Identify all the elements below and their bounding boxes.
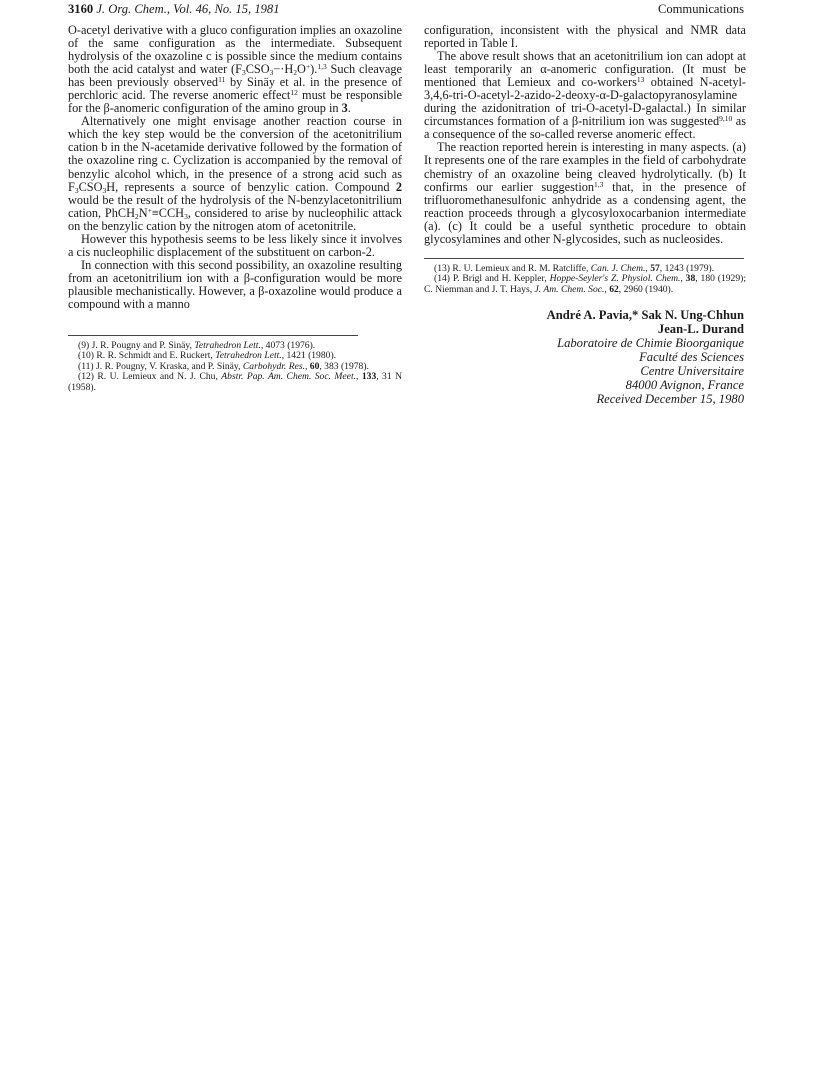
footnote: (13) R. U. Lemieux and R. M. Ratcliffe, Can. J. Chem., 57, 1243 (1979). bbox=[434, 262, 715, 274]
paragraph: In connection with this second possibility, an oxazoline resulting from an acetonitrilium ion with a β-configuration would be more plausible mechanistically. However, a β-oxazoline would produce a compound with a manno bbox=[68, 257, 402, 311]
author-line: Jean-L. Durand bbox=[657, 322, 744, 337]
affiliation-line: Laboratoire de Chimie Bioorganique bbox=[557, 336, 744, 351]
author-line: André A. Pavia,* Sak N. Ung-Chhun bbox=[546, 308, 744, 323]
received-date: Received December 15, 1980 bbox=[596, 392, 744, 407]
author-list bbox=[424, 308, 744, 336]
paragraph: Alternatively one might envisage another reaction course in which the key step would be the conversion of the acetonitrilium cation b in the N-acetamide derivative followed by the formation of the oxazoline ring c. Cyclization is accompanied by the removal of benzylic alcohol which, in the presence of a strong acid such as $F_3CSO_3H$, represents a source of benzylic cation. Compound 2 would be the result of the hydrolysis of the N-benzylacetonitrilium cation, $PhCH_2N^+\equiv CCH_3$, considered to arise by nucleophilic attack on the benzylic cation by the nitrogen atom of acetonitrile. bbox=[68, 114, 403, 233]
page-number: 3160 bbox=[68, 2, 94, 16]
citation-ref: 12 bbox=[290, 88, 298, 98]
footnote-divider bbox=[68, 335, 358, 336]
paragraph: O-acetyl derivative with a gluco configuration implies an oxazoline of the same configuration as the intermediate. Subsequent hydrolysis of the oxazoline c is possible since the medium contains both the acid catalyst and water $(F_3CSO_3-\cdot H_2O^+).^{1,3}$ Such cleavage has been previously observed$^{11}$ by Sinäy et al. in the presence of perchloric acid. The reverse anomeric effect$^{12}$ must be responsible for the β-anomeric configuration of the amino group in 3. bbox=[68, 23, 402, 116]
right-column bbox=[424, 24, 746, 406]
citation-ref: 1,3 bbox=[594, 179, 604, 189]
paragraph: The reaction reported herein is interesting in many aspects. (a) It represents one of the rare examples in the field of carbohydrate chemistry of an oxazoline being cleaved hydrolytically. (b) It confirms our earlier suggestion$^{1,3}$ that, in the presence of trifluoromethanesulfonic anhydride as a condensing agent, the reaction proceeds through a glycosyloxocarbanion intermediate (a). (c) It could be a useful synthetic procedure to obtain glycosylamines and other N-glycosides, such as nucleosides. bbox=[424, 140, 746, 246]
footnote-list bbox=[68, 341, 402, 393]
footnote-divider bbox=[424, 258, 744, 259]
footnote: (11) J. R. Pougny, V. Kraska, and P. Sinäy, Carbohydr. Res., 60, 383 (1978). bbox=[78, 360, 369, 372]
citation-ref: 9,10 bbox=[719, 114, 733, 124]
footnote: (9) J. R. Pougny and P. Sinäy, Tetrahedron Lett., 4073 (1976). bbox=[78, 340, 316, 352]
section-title: Communications bbox=[657, 2, 744, 16]
footnote: (14) P. Brigl and H. Keppler, Hoppe-Seyler's Z. Physiol. Chem., 38, 180 (1929); C. Niemman and J. T. Hays, J. Am. Chem. Soc., 62, 2960 (1940). bbox=[424, 273, 747, 295]
journal-citation: J. Org. Chem., Vol. 46, No. 15, 1981 bbox=[96, 2, 280, 16]
footnote: (12) R. U. Lemieux and N. J. Chu, Abstr. Pap. Am. Chem. Soc. Meet., 133, 31 N (1958). bbox=[68, 371, 403, 393]
citation-ref: 13 bbox=[636, 75, 645, 85]
affiliation bbox=[424, 336, 744, 392]
paragraph: The above result shows that an acetonitrilium ion can adopt at least temporarily an α-anomeric configuration. (It must be mentioned that Lemieux and co-workers$^{13}$ obtained N-acetyl-3,4,6-tri-O-acetyl-2-azido-2-deoxy-α-D-galactopyranosylamine during the azidonitration of tri-O-acetyl-D-galactal.) In similar circumstances formation of a β-nitrilium ion was suggested$^{9,10}$ as a consequence of the so-called reverse anomeric effect. bbox=[424, 49, 746, 142]
citation-ref: 1,3 bbox=[317, 62, 327, 72]
footnote: (10) R. R. Schmidt and E. Ruckert, Tetrahedron Lett., 1421 (1980). bbox=[78, 350, 337, 362]
affiliation-line: Centre Universitaire bbox=[640, 364, 744, 379]
paragraph: However this hypothesis seems to be less likely since it involves a cis nucleophilic displacement of the substituent on carbon-2. bbox=[68, 231, 402, 259]
paragraph: configuration, inconsistent with the physical and NMR data reported in Table I. bbox=[424, 23, 746, 51]
page-header bbox=[68, 1, 744, 17]
left-column bbox=[68, 24, 402, 393]
footnote-list bbox=[424, 264, 746, 295]
affiliation-line: Faculté des Sciences bbox=[639, 350, 744, 365]
affiliation-line: 84000 Avignon, France bbox=[625, 378, 744, 393]
citation-ref: 11 bbox=[218, 75, 226, 85]
